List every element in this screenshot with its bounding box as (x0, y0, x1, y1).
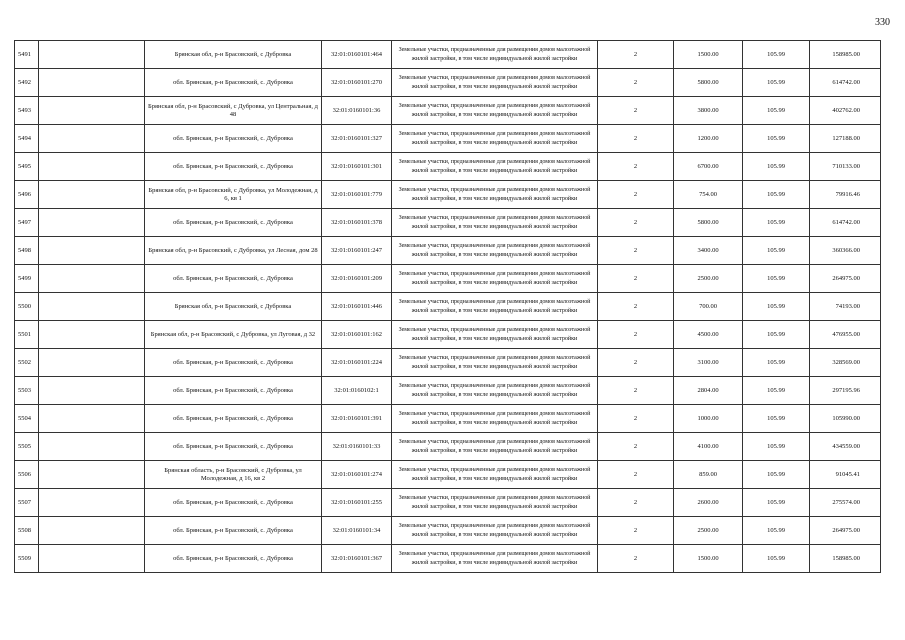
row-number: 5506 (15, 461, 39, 489)
row-number: 5491 (15, 41, 39, 69)
cadastral-number-cell: 32:01:0160102:1 (322, 377, 392, 405)
group-cell: 2 (598, 265, 674, 293)
permitted-use-cell: Земельные участки, предназначенные для размещения домов малоэтажной жилой застройки, в том числе индивидуальной жилой застройки (392, 237, 598, 265)
address-cell: Брянская область, р-н Брасовский, с Дубровка, ул Молодежная, д 16, кв 2 (145, 461, 322, 489)
address-cell: Брянская обл, р-н Брасовский, с Дубровка, ул Центральная, д 48 (145, 97, 322, 125)
area-cell: 4500.00 (674, 321, 743, 349)
empty-cell (39, 209, 145, 237)
cadastral-value-cell: 158985.00 (810, 545, 881, 573)
area-cell: 859.00 (674, 461, 743, 489)
cadastral-value-cell: 74193.00 (810, 293, 881, 321)
cadastral-value-cell: 434559.00 (810, 433, 881, 461)
specific-value-cell: 105.99 (743, 69, 810, 97)
row-number: 5492 (15, 69, 39, 97)
address-cell: обл. Брянская, р-н Брасовский, с. Дубровка (145, 349, 322, 377)
empty-cell (39, 125, 145, 153)
permitted-use-cell: Земельные участки, предназначенные для размещения домов малоэтажной жилой застройки, в том числе индивидуальной жилой застройки (392, 293, 598, 321)
table-row (15, 265, 881, 293)
permitted-use-cell: Земельные участки, предназначенные для размещения домов малоэтажной жилой застройки, в том числе индивидуальной жилой застройки (392, 489, 598, 517)
specific-value-cell: 105.99 (743, 461, 810, 489)
group-cell: 2 (598, 433, 674, 461)
row-number: 5498 (15, 237, 39, 265)
empty-cell (39, 153, 145, 181)
group-cell: 2 (598, 377, 674, 405)
specific-value-cell: 105.99 (743, 545, 810, 573)
row-number: 5494 (15, 125, 39, 153)
row-number: 5502 (15, 349, 39, 377)
table-row (15, 153, 881, 181)
specific-value-cell: 105.99 (743, 125, 810, 153)
cadastral-value-cell: 402762.00 (810, 97, 881, 125)
empty-cell (39, 181, 145, 209)
permitted-use-cell: Земельные участки, предназначенные для размещения домов малоэтажной жилой застройки, в том числе индивидуальной жилой застройки (392, 517, 598, 545)
empty-cell (39, 461, 145, 489)
cadastral-value-cell: 127188.00 (810, 125, 881, 153)
specific-value-cell: 105.99 (743, 153, 810, 181)
permitted-use-cell: Земельные участки, предназначенные для размещения домов малоэтажной жилой застройки, в том числе индивидуальной жилой застройки (392, 41, 598, 69)
address-cell: обл. Брянская, р-н Брасовский, с. Дубровка (145, 433, 322, 461)
area-cell: 4100.00 (674, 433, 743, 461)
permitted-use-cell: Земельные участки, предназначенные для размещения домов малоэтажной жилой застройки, в том числе индивидуальной жилой застройки (392, 181, 598, 209)
group-cell: 2 (598, 237, 674, 265)
area-cell: 754.00 (674, 181, 743, 209)
empty-cell (39, 545, 145, 573)
empty-cell (39, 489, 145, 517)
group-cell: 2 (598, 545, 674, 573)
specific-value-cell: 105.99 (743, 405, 810, 433)
table-row (15, 377, 881, 405)
cadastral-value-cell: 297195.96 (810, 377, 881, 405)
area-cell: 3800.00 (674, 97, 743, 125)
cadastral-value-cell: 614742.00 (810, 69, 881, 97)
address-cell: обл. Брянская, р-н Брасовский, с. Дубровка (145, 517, 322, 545)
empty-cell (39, 69, 145, 97)
permitted-use-cell: Земельные участки, предназначенные для размещения домов малоэтажной жилой застройки, в том числе индивидуальной жилой застройки (392, 461, 598, 489)
specific-value-cell: 105.99 (743, 97, 810, 125)
address-cell: обл. Брянская, р-н Брасовский, с. Дубровка (145, 405, 322, 433)
specific-value-cell: 105.99 (743, 209, 810, 237)
permitted-use-cell: Земельные участки, предназначенные для размещения домов малоэтажной жилой застройки, в том числе индивидуальной жилой застройки (392, 153, 598, 181)
cadastral-number-cell: 32:01:0160101:274 (322, 461, 392, 489)
row-number: 5500 (15, 293, 39, 321)
table-row (15, 433, 881, 461)
empty-cell (39, 265, 145, 293)
cadastral-number-cell: 32:01:0160101:247 (322, 237, 392, 265)
table-row (15, 125, 881, 153)
table-row (15, 517, 881, 545)
permitted-use-cell: Земельные участки, предназначенные для размещения домов малоэтажной жилой застройки, в том числе индивидуальной жилой застройки (392, 265, 598, 293)
table-row (15, 69, 881, 97)
row-number: 5503 (15, 377, 39, 405)
cadastral-value-cell: 105990.00 (810, 405, 881, 433)
row-number: 5496 (15, 181, 39, 209)
cadastral-number-cell: 32:01:0160101:464 (322, 41, 392, 69)
row-number: 5497 (15, 209, 39, 237)
table-row (15, 405, 881, 433)
address-cell: обл. Брянская, р-н Брасовский, с. Дубровка (145, 209, 322, 237)
row-number: 5501 (15, 321, 39, 349)
specific-value-cell: 105.99 (743, 517, 810, 545)
address-cell: Брянская обл, р-н Брасовский, с Дубровка (145, 41, 322, 69)
row-number: 5507 (15, 489, 39, 517)
cadastral-value-cell: 614742.00 (810, 209, 881, 237)
cadastral-number-cell: 32:01:0160101:162 (322, 321, 392, 349)
permitted-use-cell: Земельные участки, предназначенные для размещения домов малоэтажной жилой застройки, в том числе индивидуальной жилой застройки (392, 321, 598, 349)
specific-value-cell: 105.99 (743, 265, 810, 293)
row-number: 5504 (15, 405, 39, 433)
table-row (15, 545, 881, 573)
empty-cell (39, 237, 145, 265)
address-cell: обл. Брянская, р-н Брасовский, с. Дубровка (145, 545, 322, 573)
address-cell: Брянская обл, р-н Брасовский, с Дубровка, ул Молодежная, д 6, кв 1 (145, 181, 322, 209)
table-row (15, 41, 881, 69)
cadastral-value-cell: 264975.00 (810, 265, 881, 293)
area-cell: 2500.00 (674, 517, 743, 545)
cadastral-value-cell: 275574.00 (810, 489, 881, 517)
table-row (15, 237, 881, 265)
group-cell: 2 (598, 293, 674, 321)
address-cell: обл. Брянская, р-н Брасовский, с. Дубровка (145, 377, 322, 405)
group-cell: 2 (598, 349, 674, 377)
address-cell: обл. Брянская, р-н Брасовский, с. Дубровка (145, 125, 322, 153)
group-cell: 2 (598, 69, 674, 97)
area-cell: 5800.00 (674, 209, 743, 237)
cadastral-number-cell: 32:01:0160101:255 (322, 489, 392, 517)
cadastral-value-cell: 79916.46 (810, 181, 881, 209)
address-cell: Брянская обл, р-н Брасовский, с Дубровка, ул Лесная, дом 28 (145, 237, 322, 265)
group-cell: 2 (598, 209, 674, 237)
cadastral-number-cell: 32:01:0160101:270 (322, 69, 392, 97)
cadastral-value-cell: 91045.41 (810, 461, 881, 489)
cadastral-value-cell: 158985.00 (810, 41, 881, 69)
empty-cell (39, 517, 145, 545)
cadastral-value-cell: 328569.00 (810, 349, 881, 377)
permitted-use-cell: Земельные участки, предназначенные для размещения домов малоэтажной жилой застройки, в том числе индивидуальной жилой застройки (392, 405, 598, 433)
table-row (15, 209, 881, 237)
group-cell: 2 (598, 489, 674, 517)
specific-value-cell: 105.99 (743, 433, 810, 461)
empty-cell (39, 377, 145, 405)
specific-value-cell: 105.99 (743, 321, 810, 349)
area-cell: 2600.00 (674, 489, 743, 517)
cadastral-value-cell: 360366.00 (810, 237, 881, 265)
specific-value-cell: 105.99 (743, 237, 810, 265)
permitted-use-cell: Земельные участки, предназначенные для размещения домов малоэтажной жилой застройки, в том числе индивидуальной жилой застройки (392, 545, 598, 573)
area-cell: 2804.00 (674, 377, 743, 405)
cadastral-number-cell: 32:01:0160101:36 (322, 97, 392, 125)
group-cell: 2 (598, 97, 674, 125)
address-cell: Брянская обл, р-н Брасовский, с Дубровка, ул Луговая, д 32 (145, 321, 322, 349)
area-cell: 6700.00 (674, 153, 743, 181)
empty-cell (39, 349, 145, 377)
table-row (15, 349, 881, 377)
area-cell: 2500.00 (674, 265, 743, 293)
group-cell: 2 (598, 517, 674, 545)
row-number: 5508 (15, 517, 39, 545)
group-cell: 2 (598, 41, 674, 69)
row-number: 5499 (15, 265, 39, 293)
area-cell: 1500.00 (674, 41, 743, 69)
area-cell: 1500.00 (674, 545, 743, 573)
permitted-use-cell: Земельные участки, предназначенные для размещения домов малоэтажной жилой застройки, в том числе индивидуальной жилой застройки (392, 97, 598, 125)
cadastral-number-cell: 32:01:0160101:327 (322, 125, 392, 153)
row-number: 5509 (15, 545, 39, 573)
cadastral-number-cell: 32:01:0160101:367 (322, 545, 392, 573)
group-cell: 2 (598, 181, 674, 209)
group-cell: 2 (598, 321, 674, 349)
empty-cell (39, 293, 145, 321)
permitted-use-cell: Земельные участки, предназначенные для размещения домов малоэтажной жилой застройки, в том числе индивидуальной жилой застройки (392, 125, 598, 153)
row-number: 5493 (15, 97, 39, 125)
table-row (15, 461, 881, 489)
cadastral-number-cell: 32:01:0160101:33 (322, 433, 392, 461)
cadastral-number-cell: 32:01:0160101:301 (322, 153, 392, 181)
specific-value-cell: 105.99 (743, 349, 810, 377)
address-cell: обл. Брянская, р-н Брасовский, с. Дубровка (145, 489, 322, 517)
cadastral-number-cell: 32:01:0160101:446 (322, 293, 392, 321)
row-number: 5505 (15, 433, 39, 461)
row-number: 5495 (15, 153, 39, 181)
area-cell: 700.00 (674, 293, 743, 321)
table-row (15, 293, 881, 321)
address-cell: обл. Брянская, р-н Брасовский, с. Дубровка (145, 69, 322, 97)
address-cell: Брянская обл, р-н Брасовский, с Дубровка (145, 293, 322, 321)
specific-value-cell: 105.99 (743, 293, 810, 321)
permitted-use-cell: Земельные участки, предназначенные для размещения домов малоэтажной жилой застройки, в том числе индивидуальной жилой застройки (392, 377, 598, 405)
area-cell: 5800.00 (674, 69, 743, 97)
cadastral-number-cell: 32:01:0160101:209 (322, 265, 392, 293)
cadastral-number-cell: 32:01:0160101:779 (322, 181, 392, 209)
cadastral-number-cell: 32:01:0160101:378 (322, 209, 392, 237)
empty-cell (39, 41, 145, 69)
group-cell: 2 (598, 405, 674, 433)
group-cell: 2 (598, 125, 674, 153)
group-cell: 2 (598, 153, 674, 181)
empty-cell (39, 433, 145, 461)
table-row (15, 321, 881, 349)
permitted-use-cell: Земельные участки, предназначенные для размещения домов малоэтажной жилой застройки, в том числе индивидуальной жилой застройки (392, 433, 598, 461)
area-cell: 1000.00 (674, 405, 743, 433)
cadastral-value-cell: 476955.00 (810, 321, 881, 349)
empty-cell (39, 321, 145, 349)
group-cell: 2 (598, 461, 674, 489)
empty-cell (39, 97, 145, 125)
table-row (15, 489, 881, 517)
area-cell: 3400.00 (674, 237, 743, 265)
address-cell: обл. Брянская, р-н Брасовский, с. Дубровка (145, 153, 322, 181)
land-parcels-table (14, 40, 881, 573)
area-cell: 3100.00 (674, 349, 743, 377)
specific-value-cell: 105.99 (743, 41, 810, 69)
specific-value-cell: 105.99 (743, 489, 810, 517)
permitted-use-cell: Земельные участки, предназначенные для размещения домов малоэтажной жилой застройки, в том числе индивидуальной жилой застройки (392, 349, 598, 377)
permitted-use-cell: Земельные участки, предназначенные для размещения домов малоэтажной жилой застройки, в том числе индивидуальной жилой застройки (392, 69, 598, 97)
cadastral-number-cell: 32:01:0160101:224 (322, 349, 392, 377)
specific-value-cell: 105.99 (743, 181, 810, 209)
area-cell: 1200.00 (674, 125, 743, 153)
cadastral-value-cell: 710133.00 (810, 153, 881, 181)
permitted-use-cell: Земельные участки, предназначенные для размещения домов малоэтажной жилой застройки, в том числе индивидуальной жилой застройки (392, 209, 598, 237)
cadastral-value-cell: 264975.00 (810, 517, 881, 545)
address-cell: обл. Брянская, р-н Брасовский, с. Дубровка (145, 265, 322, 293)
cadastral-number-cell: 32:01:0160101:391 (322, 405, 392, 433)
specific-value-cell: 105.99 (743, 377, 810, 405)
empty-cell (39, 405, 145, 433)
table-row (15, 97, 881, 125)
table-body (15, 41, 881, 573)
page-number: 330 (875, 17, 890, 28)
cadastral-number-cell: 32:01:0160101:34 (322, 517, 392, 545)
table-row (15, 181, 881, 209)
